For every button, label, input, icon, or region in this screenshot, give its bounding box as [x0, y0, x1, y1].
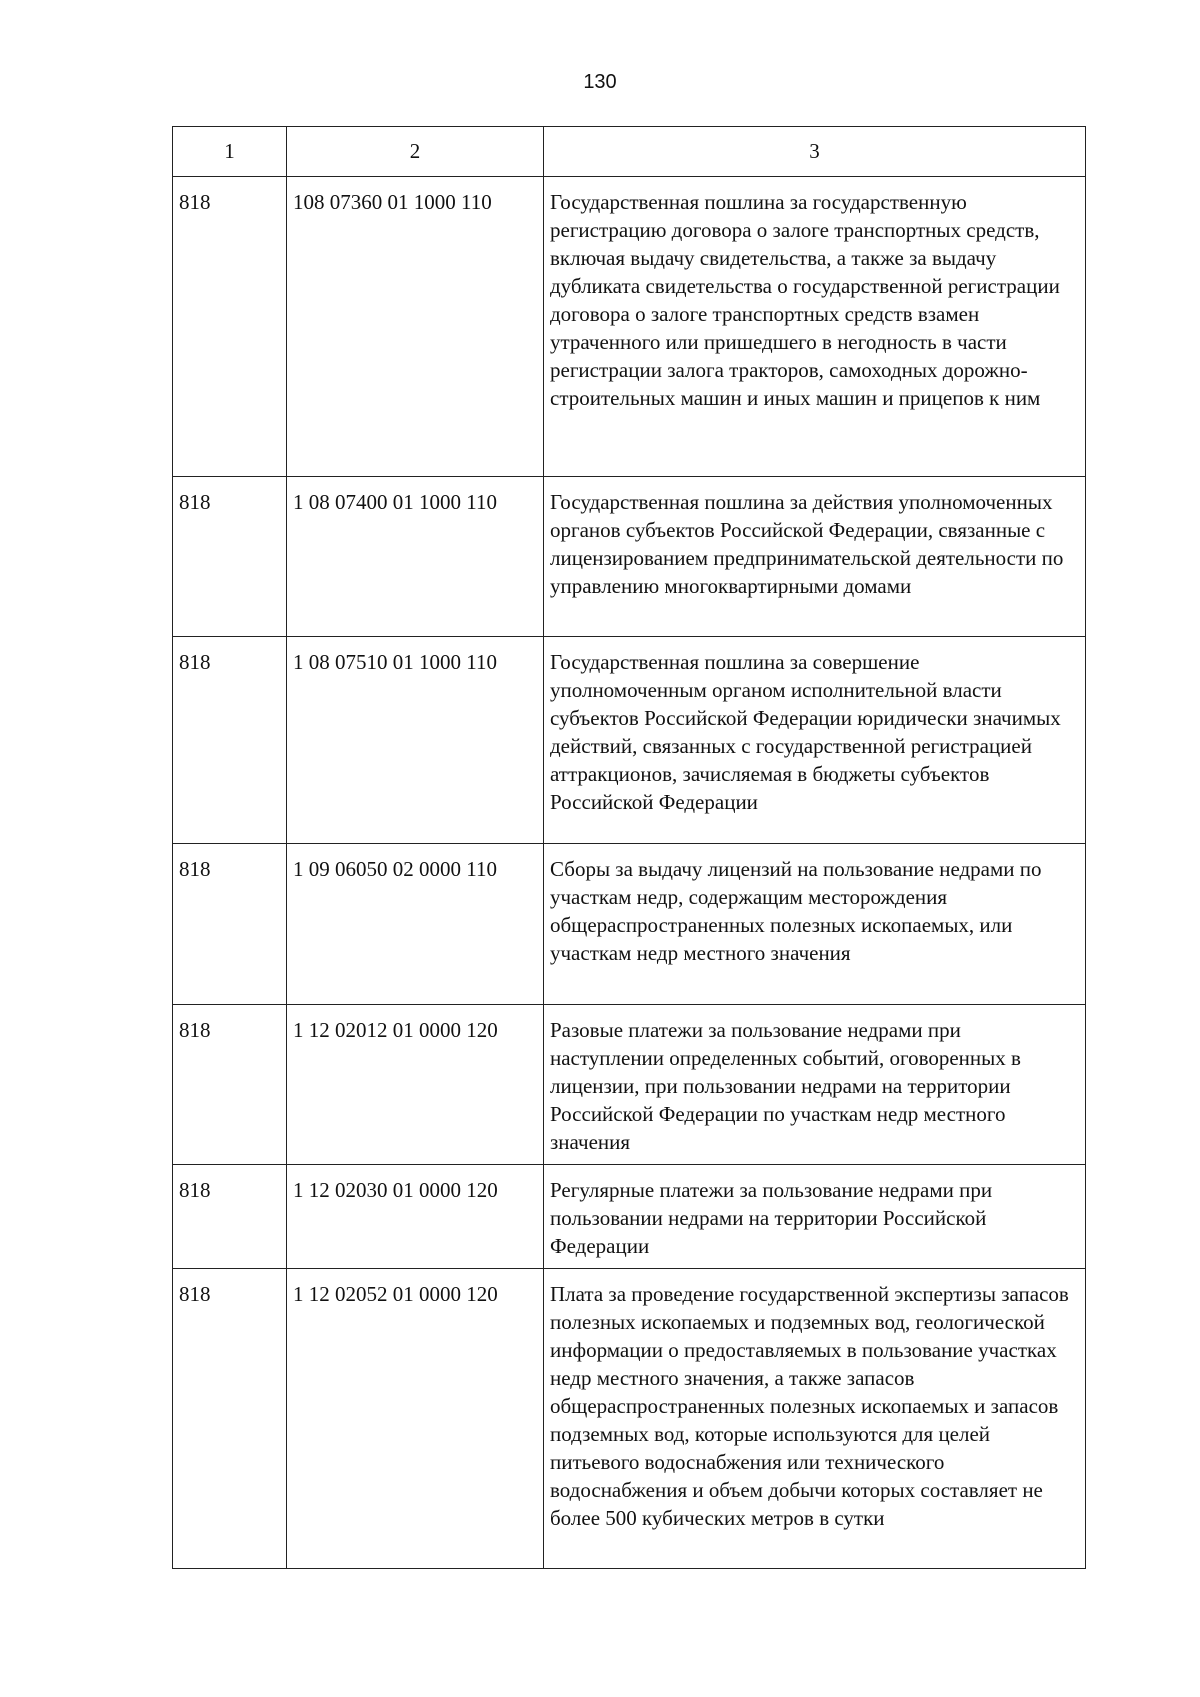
budget-code-cell: 1 12 02052 01 0000 120	[287, 1269, 544, 1569]
description-cell: Регулярные платежи за пользование недрами при пользовании недрами на территории Российской Федерации	[544, 1165, 1086, 1269]
description-cell: Государственная пошлина за действия уполномоченных органов субъектов Российской Федерации, связанные с лицензированием предпринимательской деятельности по управлению многоквартирными домами	[544, 477, 1086, 637]
admin-code-cell: 818	[173, 1269, 287, 1569]
admin-code-cell: 818	[173, 177, 287, 477]
description-cell: Государственная пошлина за совершение уполномоченным органом исполнительной власти субъектов Российской Федерации юридически значимых действий, связанных с государственной регистрацией аттракционов, зачисляемая в бюджеты субъектов Российской Федерации	[544, 637, 1086, 844]
page-number: 130	[583, 71, 617, 93]
table-row	[173, 177, 1086, 477]
table-header-row	[173, 127, 1086, 177]
admin-code-cell: 818	[173, 1165, 287, 1269]
table-row	[173, 637, 1086, 844]
table-row	[173, 1165, 1086, 1269]
budget-code-cell: 1 08 07510 01 1000 110	[287, 637, 544, 844]
admin-code-cell: 818	[173, 637, 287, 844]
admin-code-cell: 818	[173, 844, 287, 1005]
table-row	[173, 1005, 1086, 1165]
description-cell: Плата за проведение государственной экспертизы запасов полезных ископаемых и подземных вод, геологической информации о предоставляемых в пользование участках недр местного значения, а также запасов общераспространенных полезных ископаемых и запасов подземных вод, которые используются для целей питьевого водоснабжения или технического водоснабжения и объем добычи которых составляет не более 500 кубических метров в сутки	[544, 1269, 1086, 1569]
budget-code-cell: 1 12 02030 01 0000 120	[287, 1165, 544, 1269]
budget-code-cell: 1 12 02012 01 0000 120	[287, 1005, 544, 1165]
column-header-3: 3	[544, 127, 1086, 177]
budget-code-cell: 1 08 07400 01 1000 110	[287, 477, 544, 637]
description-cell: Разовые платежи за пользование недрами при наступлении определенных событий, оговоренных в лицензии, при пользовании недрами на территории Российской Федерации по участкам недр местного значения	[544, 1005, 1086, 1165]
table-row	[173, 1269, 1086, 1569]
column-header-2: 2	[287, 127, 544, 177]
revenue-codes-table	[172, 126, 1086, 1569]
admin-code-cell: 818	[173, 477, 287, 637]
table-row	[173, 477, 1086, 637]
table-row	[173, 844, 1086, 1005]
budget-code-cell: 1 09 06050 02 0000 110	[287, 844, 544, 1005]
budget-code-cell: 108 07360 01 1000 110	[287, 177, 544, 477]
column-header-1: 1	[173, 127, 287, 177]
description-cell: Государственная пошлина за государственную регистрацию договора о залоге транспортных средств, включая выдачу свидетельства, а также за выдачу дубликата свидетельства о государственной регистрации договора о залоге транспортных средств взамен утраченного или пришедшего в негодность в части регистрации залога тракторов, самоходных дорожно-строительных машин и иных машин и прицепов к ним	[544, 177, 1086, 477]
description-cell: Сборы за выдачу лицензий на пользование недрами по участкам недр, содержащим месторождения общераспространенных полезных ископаемых, или участкам недр местного значения	[544, 844, 1086, 1005]
admin-code-cell: 818	[173, 1005, 287, 1165]
